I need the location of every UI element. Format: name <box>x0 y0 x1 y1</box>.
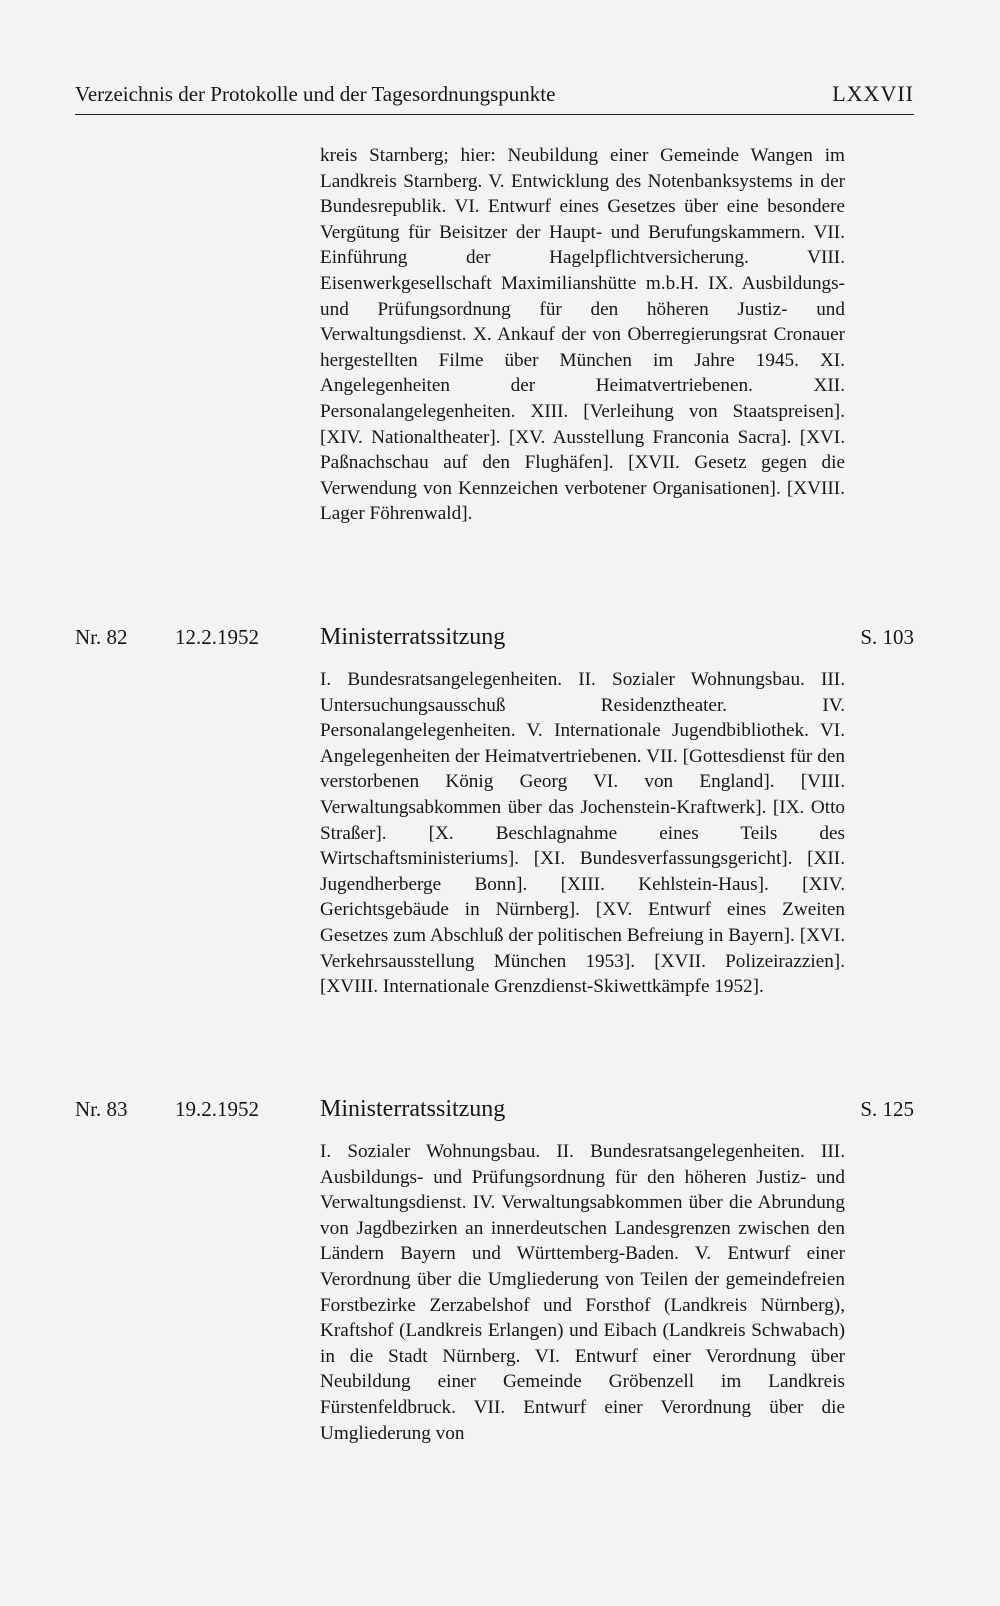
entry-title: Ministerratssitzung <box>320 1096 506 1122</box>
entry-date: 19.2.1952 <box>175 1097 259 1121</box>
entry-number: Nr. 83 <box>75 1097 128 1121</box>
entry-date: 12.2.1952 <box>175 625 259 649</box>
entry-heading <box>75 1094 914 1124</box>
running-header-title: Verzeichnis der Protokolle und der Tagesordnungspunkte <box>75 82 556 106</box>
entry-page-reference: S. 103 <box>860 625 914 649</box>
entry-number: Nr. 82 <box>75 625 128 649</box>
entry-agenda-text: I. Bundesratsangelegenheiten. II. Sozialer Wohnungsbau. III. Untersuchungsausschuß Residenztheater. IV. Personalangelegenheiten. V. Internationale Jugendbibliothek. VI. Angelegenheiten der Heimatvertriebenen. VII. [Gottesdienst für den verstorbenen König Georg VI. von England]. [VIII. Verwaltungsabkommen über das Jochenstein-Kraftwerk]. [IX. Otto Straßer]. [X. Beschlagnahme eines Teils des Wirtschaftsministeriums]. [XI. Bundesverfassungsgericht]. [XII. Jugendherberge Bonn]. [XIII. Kehlstein-Haus]. [XIV. Gerichtsgebäude in Nürnberg]. [XV. Entwurf eines Zweiten Gesetzes zum Abschluß der politischen Befreiung in Bayern]. [XVI. Verkehrsausstellung München 1953]. [XVII. Polizeirazzien]. [XVIII. Internationale Grenzdienst-Skiwettkämpfe 1952]. <box>320 669 845 998</box>
entry-page-reference: S. 125 <box>860 1097 914 1121</box>
header-rule <box>75 114 914 115</box>
continuation-paragraph: kreis Starnberg; hier: Neubildung einer Gemeinde Wangen im Landkreis Starnberg. V. Entwicklung des Notenbanksystems in der Bundesrepublik. VI. Entwurf eines Gesetzes über eine besondere Vergütung für Beisitzer der Haupt- und Berufungskammern. VII. Einführung der Hagelpflichtversicherung. VIII. Eisenwerkgesellschaft Maximilianshütte m.b.H. IX. Ausbildungs- und Prüfungsordnung für den höheren Justiz- und Verwaltungsdienst. X. Ankauf der von Oberregierungsrat Cronauer hergestellten Filme über München im Jahre 1945. XI. Angelegenheiten der Heimatvertriebenen. XII. Personalangelegenheiten. XIII. [Verleihung von Staatspreisen]. [XIV. Nationaltheater]. [XV. Ausstellung Franconia Sacra]. [XVI. Paßnachschau auf den Flughäfen]. [XVII. Gesetz gegen die Verwendung von Kennzeichen verbotener Organisationen]. [XVIII. Lager Föhrenwald]. <box>320 145 845 525</box>
page-number: LXXVII <box>832 81 914 106</box>
entry-agenda-text: I. Sozialer Wohnungsbau. II. Bundesratsangelegenheiten. III. Ausbildungs- und Prüfungsordnung für den höheren Justiz- und Verwaltungsdienst. IV. Verwaltungsabkommen über die Abrundung von Jagdbezirken an innerdeutschen Landesgrenzen zwischen den Ländern Bayern und Württemberg-Baden. V. Entwurf einer Verordnung über die Umgliederung von Teilen der gemeindefreien Forstbezirke Zerzabelshof und Forsthof (Landkreis Nürnberg), Kraftshof (Landkreis Erlangen) und Eibach (Landkreis Schwabach) in die Stadt Nürnberg. VI. Entwurf einer Verordnung über Neubildung einer Gemeinde Gröbenzell im Landkreis Fürstenfeldbruck. VII. Entwurf einer Verordnung über die Umgliederung von <box>320 1141 845 1444</box>
entry-title: Ministerratssitzung <box>320 624 506 650</box>
entry-heading <box>75 622 914 652</box>
running-header <box>75 80 914 116</box>
